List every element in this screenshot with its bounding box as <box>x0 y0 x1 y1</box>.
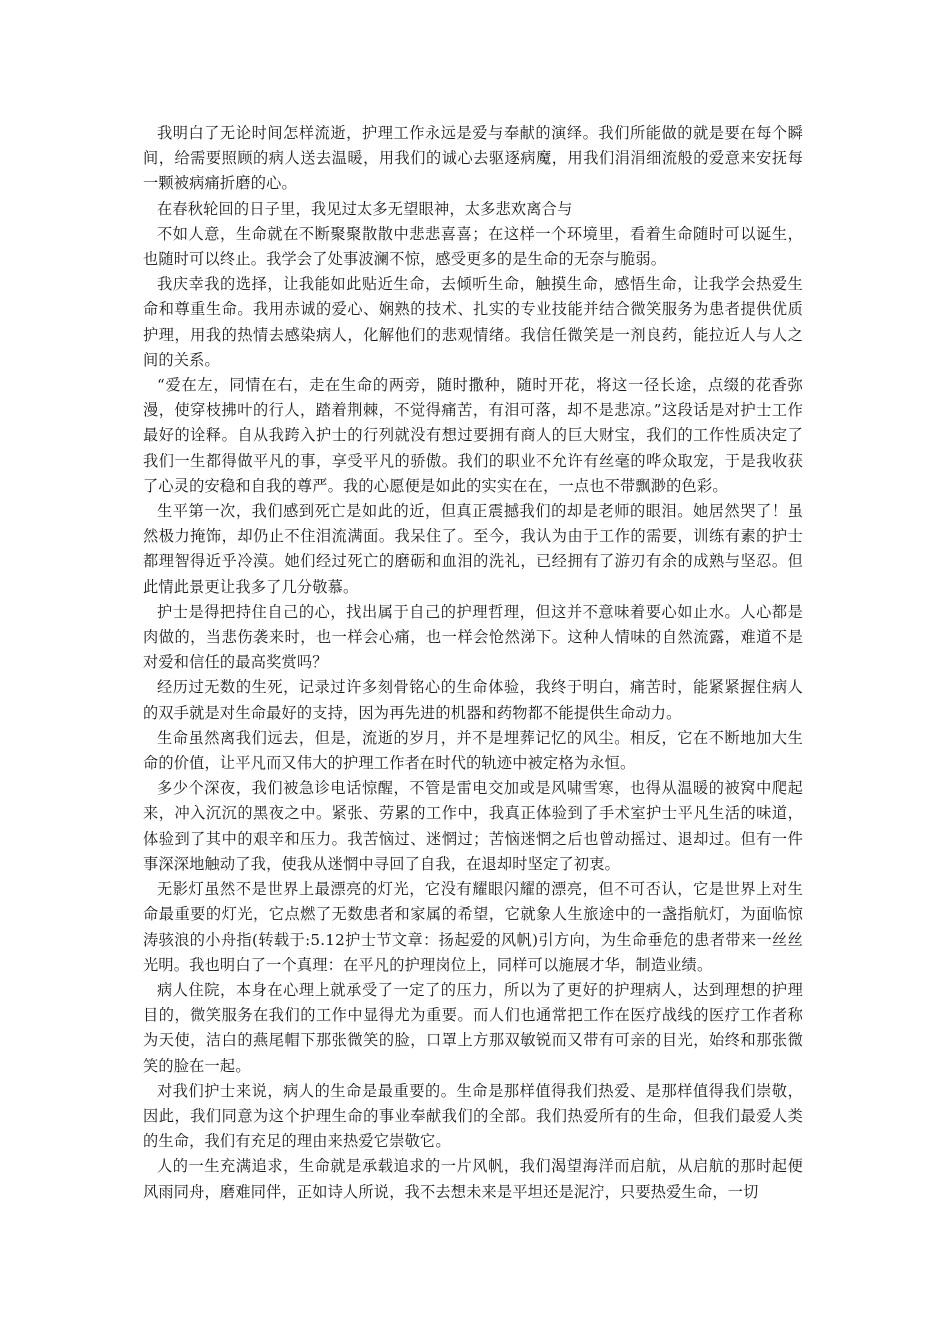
paragraph-2: 在春秋轮回的日子里，我见过太多无望眼神，太多悲欢离合与 <box>157 199 573 218</box>
document-body <box>143 121 803 1205</box>
paragraph-12: 病人住院，本身在心理上就承受了一定了的压力，所以为了更好的护理病人，达到理想的护理目的，微笑服务在我们的工作中显得尤为重要。而人们也通常把工作在医疗战线的医疗工作者称为天使，洁白的燕尾帽下那张微笑的脸，口罩上方那双敏锐而又带有可亲的目光，始终和那张微笑的脸在一起。 <box>143 980 803 1075</box>
paragraph-5: “爱在左，同情在右，走在生命的两旁，随时撒种，随时开花，将这一径长途，点缀的花香弥漫，使穿枝拂叶的行人，踏着荆棘，不觉得痛苦，有泪可落，却不是悲凉。”这段话是对护士工作最好的诠释。自从我跨入护士的行列就没有想过要拥有商人的巨大财宝，我们的工作性质决定了我们一生都得做平凡的事，享受平凡的骄傲。我们的职业不允许有丝毫的哗众取宠，于是我收获了心灵的安稳和自我的尊严。我的心愿便是如此的实实在在，一点也不带飘渺的色彩。 <box>143 376 803 495</box>
paragraph-9: 生命虽然离我们远去，但是，流逝的岁月，并不是埋葬记忆的风尘。相反，它在不断地加大生命的价值，让平凡而又伟大的护理工作者在时代的轨迹中被定格为永恒。 <box>143 728 803 773</box>
paragraph-13: 对我们护士来说，病人的生命是最重要的。生命是那样值得我们热爱、是那样值得我们崇敬，因此，我们同意为这个护理生命的事业奉献我们的全部。我们热爱所有的生命，但我们最爱人类的生命，我们有充足的理由来热爱它崇敬它。 <box>143 1081 803 1151</box>
paragraph-1: 我明白了无论时间怎样流逝，护理工作永远是爱与奉献的演绎。我们所能做的就是要在每个瞬间，给需要照顾的病人送去温暖，用我们的诚心去驱逐病魔，用我们涓涓细流般的爱意来安抚每一颗被病痛折磨的心。 <box>143 124 803 193</box>
paragraph-7: 护士是得把持住自己的心，找出属于自己的护理哲理，但这并不意味着要心如止水。人心都是肉做的，当悲伤袭来时，也一样会心痛，也一样会怆然涕下。这种人情味的自然流露，难道不是对爱和信任的最高奖赏吗？ <box>143 602 803 672</box>
paragraph-14: 人的一生充满追求，生命就是承载追求的一片风帆，我们渴望海洋而启航，从启航的那时起便风雨同舟，磨难同伴，正如诗人所说，我不去想未来是平坦还是泥泞，只要热爱生命，一切 <box>143 1157 803 1201</box>
paragraph-4: 我庆幸我的选择，让我能如此贴近生命，去倾听生命，触摸生命，感悟生命，让我学会热爱生命和尊重生命。我用赤诚的爱心、娴熟的技术、扎实的专业技能并结合微笑服务为患者提供优质护理，用我的热情去感染病人，化解他们的悲观情绪。我信任微笑是一剂良药，能拉近人与人之间的关系。 <box>143 275 803 369</box>
paragraph-10: 多少个深夜，我们被急诊电话惊醒，不管是雷电交加或是风啸雪寒，也得从温暖的被窝中爬起来，冲入沉沉的黑夜之中。紧张、劳累的工作中，我真正体验到了手术室护士平凡生活的味道，体验到了其中的艰辛和压力。我苦恼过、迷惘过；苦恼迷惘之后也曾动摇过、退却过。但有一件事深深地触动了我，使我从迷惘中寻回了自我，在退却时坚定了初衷。 <box>143 779 803 873</box>
paragraph-11: 无影灯虽然不是世界上最漂亮的灯光，它没有耀眼闪耀的漂亮，但不可否认，它是世界上对生命最重要的灯光，它点燃了无数患者和家属的希望，它就象人生旅途中的一盏指航灯，为面临惊涛骇浪的小舟指(转载于:5.12护士节文章：扬起爱的风帆)引方向，为生命垂危的患者带来一丝丝光明。我也明白了一个真理：在平凡的护理岗位上，同样可以施展才华，制造业绩。 <box>143 880 803 974</box>
paragraph-8: 经历过无数的生死，记录过许多刻骨铭心的生命体验，我终于明白，痛苦时，能紧紧握住病人的双手就是对生命最好的支持，因为再先进的机器和药物都不能提供生命动力。 <box>143 678 803 722</box>
paragraph-3: 不如人意，生命就在不断聚聚散散中悲悲喜喜；在这样一个环境里，看着生命随时可以诞生，也随时可以终止。我学会了处事波澜不惊，感受更多的是生命的无奈与脆弱。 <box>143 224 803 269</box>
paragraph-6: 生平第一次，我们感到死亡是如此的近，但真正震撼我们的却是老师的眼泪。她居然哭了！虽然极力掩饰，却仍止不住泪流满面。我呆住了。至今，我认为由于工作的需要，训练有素的护士都理智得近乎冷漠。她们经过死亡的磨砺和血泪的洗礼，已经拥有了游刃有余的成熟与坚忍。但此情此景更让我多了几分敬慕。 <box>143 502 803 596</box>
